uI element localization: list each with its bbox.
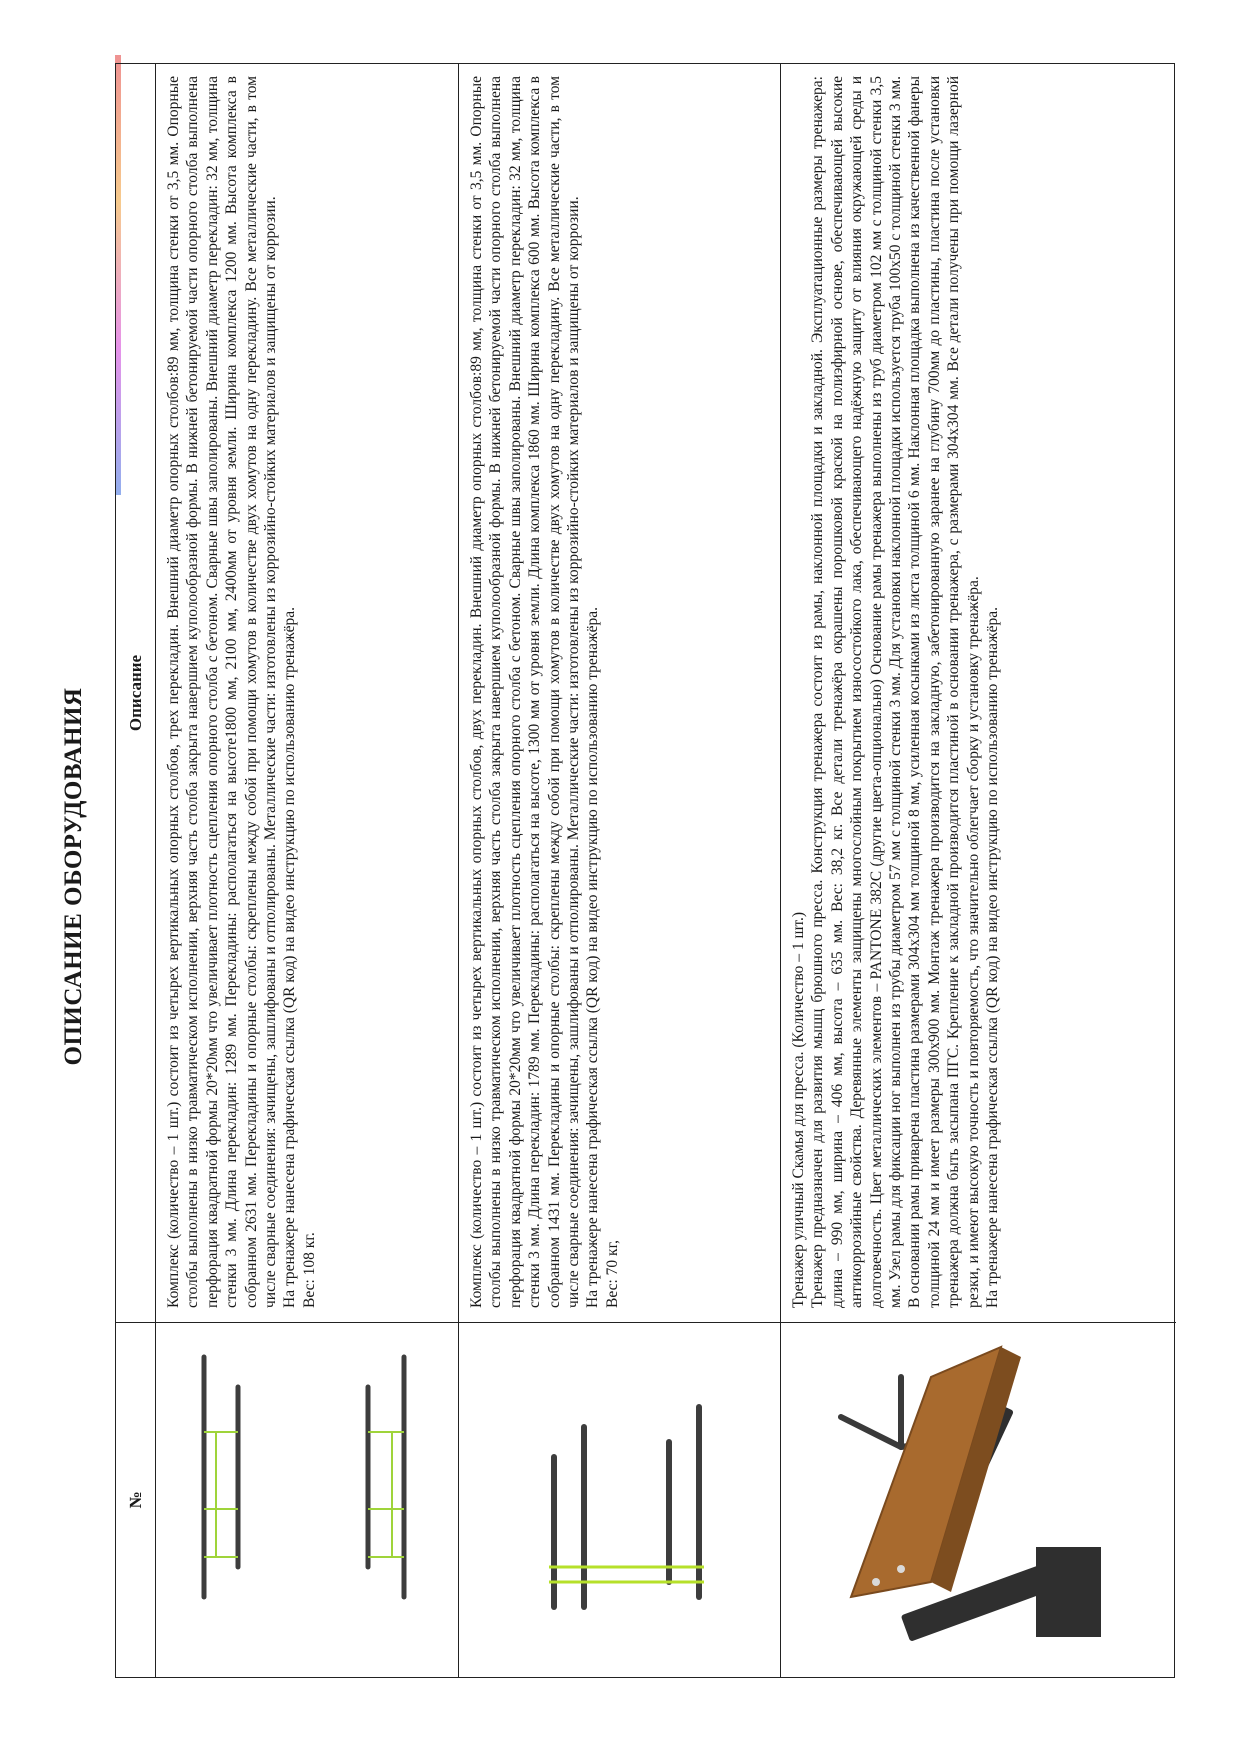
description-paragraph: Вес: 70 кг, xyxy=(603,1239,621,1308)
parallel-bars-illustration xyxy=(459,1322,781,1677)
table-row xyxy=(781,64,1176,1677)
table-header xyxy=(116,64,156,1677)
equipment-description xyxy=(459,64,780,1322)
horizontal-bars-illustration xyxy=(156,1322,459,1677)
description-paragraph: На тренажере нанесена графическая ссылка (QR код) на видео инструкцию по использованию тренажёра. xyxy=(584,606,602,1308)
description-paragraph: На тренажере нанесена графическая ссылка (QR код) на видео инструкцию по использованию тренажёра. xyxy=(984,606,1002,1308)
equipment-description xyxy=(781,64,1176,1322)
equipment-description xyxy=(156,64,458,1322)
description-paragraph: Комплекс (количество – 1 шт.) состоит из четырех вертикальных опорных столбов, двух перекладин. Внешний диаметр опорных столбов:89 мм, толщина стенки от 3,5 мм. Опорные столбы выполнены в низко травматическом исполнении, верхняя часть столба закрыта навершием куполообразной формы. В нижней бетонируемой части опорного столба выполнена перфорация квадратной формы 20*20мм что увеличивает плотность сцепления опорного столба с бетоном. Сварные швы заполированы. Внешний диаметр перекладин: 32 мм, толщина стенки 3 мм. Длина перекладин: 1789 мм. Перекладины: располагаться на высоте, 1300 мм от уровня земли. Длина комплекса 1860 мм. Ширина комплекса 600 мм. Высота комплекса в собранном 1431 мм. Перекладины и опорные столбы: скреплены между собой при помощи хомутов в количестве двух хомутов на одну перекладину. Все металлические части, в том числе сварные соединения: зачищены, зашлифованы и отполированы. Металлические части: изготовлены из коррозийно-стойких материалов и защищены от коррозии. xyxy=(468,76,583,1308)
table-row xyxy=(459,64,781,1677)
equipment-image-cell xyxy=(459,1322,780,1677)
table-row xyxy=(156,64,459,1677)
description-paragraph: Тренажер предназначен для развития мышц брюшного пресса. Конструкция тренажера состоит из рамы, наклонной площадки и закладной. Эксплуатационные размеры тренажера: длина – 990 мм, ширина – 406 мм, высота – 635 мм. Вес: 38,2 кг. Все детали тренажёра окрашены порошковой краской на полиэфирной основе, обеспечивающей высокие антикоррозийные свойства. Деревянные элементы защищены многослойным покрытием износостойкого лака, обеспечивающего надёжную защиту от влияния окружающей среды и долговечность. Цвет металлических элементов – PANTONE 382C (другие цвета-опционально) Основание рамы тренажера выполнены из труб диаметром 102 мм с толщиной стенки 3,5 мм. Узел рамы для фиксации ног выполнен из трубы диаметром 57 мм с толщиной стенки 3 мм. Для установки наклонной площадки используется труба 100х50 с толщиной стенки 3 мм. В основании рамы приварена пластина размерами 304х304 мм толщиной 8 мм, усиленная косынками из листа толщиной 6 мм. Наклонная площадка выполнена из качественной фанеры толщиной 24 мм и имеет размеры 300х900 мм. Монтаж тренажера производится на закладную, забетонированную заранее на глубину 700мм до пластины, пластина после установки тренажера должна быть засыпана ПГС. Крепление к закладной производится пластиной в основании тренажера, с размерами 304х304 мм. Все детали получены при помощи лазерной резки, и имеют высокую точность и повторяемость, что значительно облегчает сборку и установку тренажёра. xyxy=(809,75,982,1308)
ab-bench-illustration xyxy=(781,1322,1176,1677)
equipment-image-cell xyxy=(781,1322,1176,1677)
description-paragraph: Вес: 108 кг. xyxy=(300,1232,318,1308)
description-paragraph: Комплекс (количество – 1 шт.) состоит из четырех вертикальных опорных столбов, трех перекладин. Внешний диаметр опорных столбов:89 мм, толщина стенки от 3,5 мм. Опорные столбы выполнены в низко травматическом исполнении, верхняя часть столба закрыта навершием куполообразной формы. В нижней бетонируемой части опорного столба выполнена перфорация квадратной формы 20*20мм что увеличивает плотность сцепления опорного столба с бетоном. Сварные швы заполированы. Внешний диаметр перекладин: 32 мм, толщина стенки 3 мм. Длина перекладин: 1289 мм. Перекладины: располагаться на высоте1800 мм, 2100 мм, 2400мм от уровня земли. Ширина комплекса 1200 мм. Высота комплекса в собранном 2631 мм. Перекладины и опорные столбы: скреплены между собой при помощи хомутов в количестве двух хомутов на одну перекладину. Все металлические части, в том числе сварные соединения: зачищены, зашлифованы и отполированы. Металлические части: изготовлены из коррозийно-стойких материалов и защищены от коррозии. xyxy=(165,76,280,1308)
description-paragraph: Тренажер уличный Скамья для пресса. (Количество – 1 шт.) xyxy=(790,911,807,1308)
header-number: № xyxy=(116,1322,156,1677)
document-title: ОПИСАНИЕ ОБОРУДОВАНИЯ xyxy=(60,687,87,1066)
equipment-image-cell xyxy=(156,1322,458,1677)
equipment-table xyxy=(115,63,1175,1678)
header-description: Описание xyxy=(126,654,145,732)
description-paragraph: На тренажере нанесена графическая ссылка (QR код) на видео инструкцию по использованию тренажёра. xyxy=(281,606,299,1308)
